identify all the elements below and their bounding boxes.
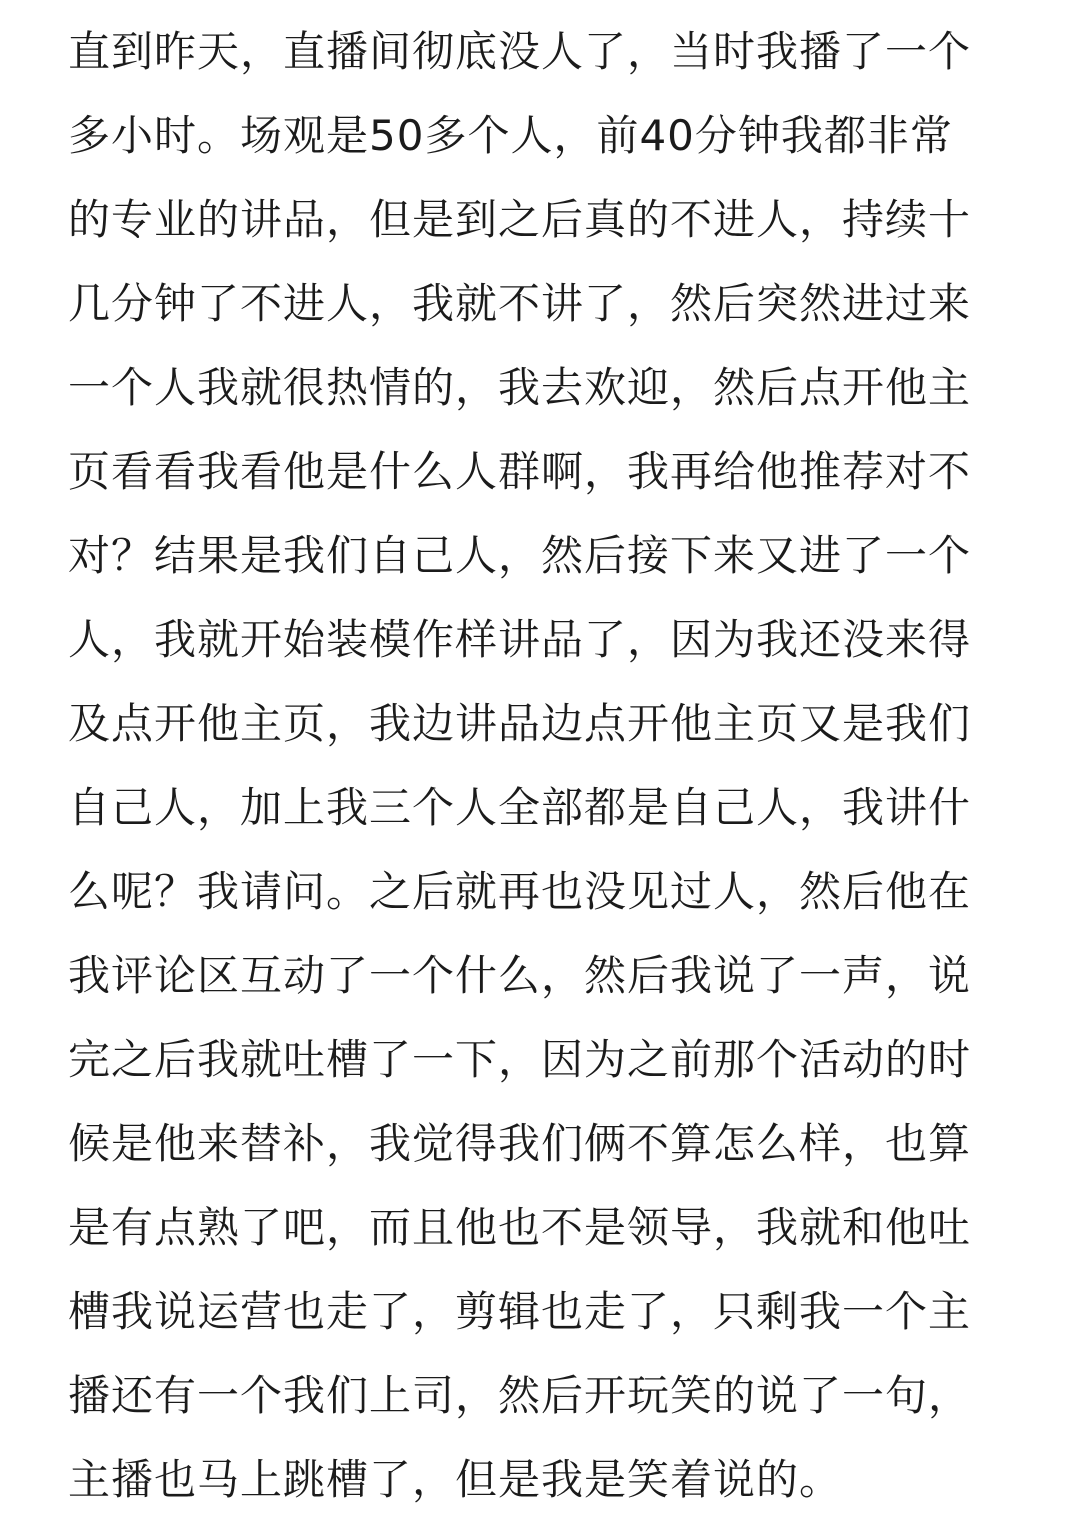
text-line: 主播也马上跳槽了，但是我是笑着说的。 (68, 1455, 843, 1504)
text-line: 么呢？我请问。之后就再也没见过人，然后他在 (68, 867, 972, 916)
text-line: 页看看我看他是什么人群啊，我再给他推荐对不 (68, 447, 972, 496)
text-line: 播还有一个我们上司，然后开玩笑的说了一句， (68, 1371, 972, 1420)
text-line: 的专业的讲品，但是到之后真的不进人，持续十 (68, 195, 972, 244)
text-line: 自己人，加上我三个人全部都是自己人，我讲什 (68, 783, 972, 832)
text-line: 对？结果是我们自己人，然后接下来又进了一个 (68, 531, 972, 580)
text-line: 我评论区互动了一个什么，然后我说了一声，说 (68, 951, 972, 1000)
text-line: 候是他来替补，我觉得我们俩不算怎么样，也算 (68, 1119, 972, 1168)
text-line: 直到昨天，直播间彻底没人了，当时我播了一个 (68, 27, 972, 76)
text-line: 几分钟了不进人，我就不讲了，然后突然进过来 (68, 279, 972, 328)
text-line: 是有点熟了吧，而且他也不是领导，我就和他吐 (68, 1203, 972, 1252)
text-line: 槽我说运营也走了，剪辑也走了，只剩我一个主 (68, 1287, 972, 1336)
text-line: 多小时。场观是50多个人，前40分钟我都非常 (68, 111, 953, 160)
text-line: 人，我就开始装模作样讲品了，因为我还没来得 (68, 615, 972, 664)
article-body (68, 10, 1018, 1522)
text-line: 一个人我就很热情的，我去欢迎，然后点开他主 (68, 363, 972, 412)
text-line: 完之后我就吐槽了一下，因为之前那个活动的时 (68, 1035, 972, 1084)
text-line: 及点开他主页，我边讲品边点开他主页又是我们 (68, 699, 972, 748)
